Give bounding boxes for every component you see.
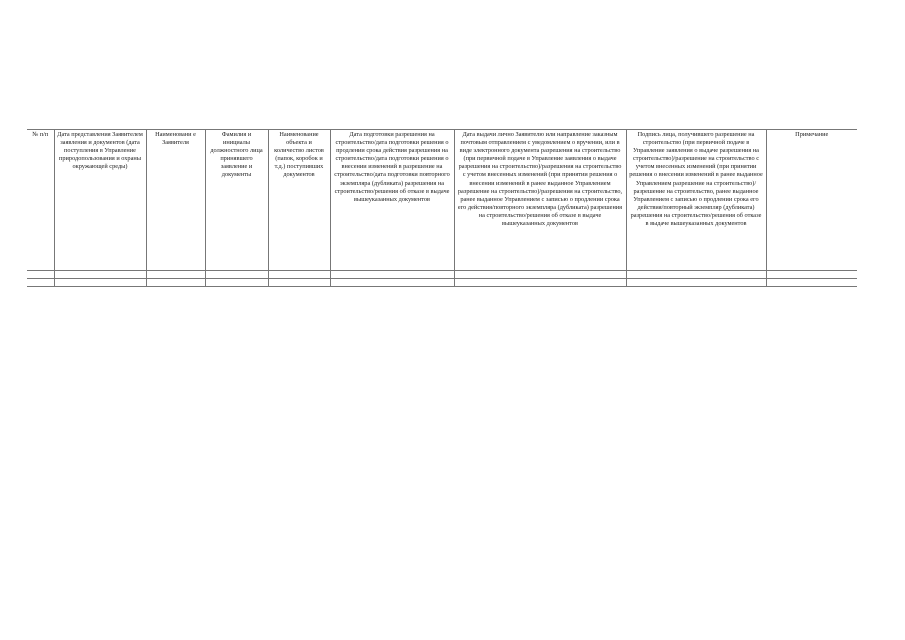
header-official-name: Фамилия и инициалы должностного лица принявшего заявление и документы — [205, 130, 268, 271]
table-row — [27, 279, 857, 287]
table-cell — [454, 271, 626, 279]
table-cell — [268, 279, 330, 287]
table-cell — [146, 279, 205, 287]
header-row-number: № п/п — [27, 130, 54, 271]
header-submission-date: Дата представления Заявителем заявления и документов (дата поступления в Управление природопользования и охраны окружающей среды) — [54, 130, 146, 271]
table-cell — [766, 279, 857, 287]
table-cell — [626, 271, 766, 279]
table-cell — [27, 271, 54, 279]
table-cell — [330, 271, 454, 279]
table-cell — [626, 279, 766, 287]
table-row — [27, 271, 857, 279]
table-cell — [454, 279, 626, 287]
header-note: Примечание — [766, 130, 857, 271]
register-table — [27, 129, 857, 287]
table-cell — [54, 279, 146, 287]
table-cell — [766, 271, 857, 279]
table-cell — [54, 271, 146, 279]
table-cell — [205, 271, 268, 279]
header-preparation-date: Дата подготовки разрешения на строительство/дата подготовки решения о продлении срока действия разрешения на строительство/дата подготовки решения о внесении изменений в разрешение на строительство/дата подготовки повторного экземпляра (дубликата) разрешения на строительство/решения об отказе в выдаче вышеуказанных документов — [330, 130, 454, 271]
table-cell — [27, 279, 54, 287]
header-applicant-name: Наименовани е Заявителя — [146, 130, 205, 271]
table-cell — [330, 279, 454, 287]
header-object-name: Наименование объекта и количество листов (папок, коробок и т.д.) поступивших документов — [268, 130, 330, 271]
header-issue-date: Дата выдачи лично Заявителю или направление заказным почтовым отправлением с уведомлением о вручении, или в виде электронного документа разрешения на строительство (при первичной подаче в Управление заявления о выдаче разрешения на строительство)/разрешения на строительство с учетом внесенных изменений (при принятии решения о внесении изменений в ранее выданное Управлением разрешение на строительство)/разрешения на строительство, ранее выданное Управлением с записью о продлении срока его действия/повторного экземпляра (дубликата) разрешения на строительство/решения об отказе в выдаче вышеуказанных документов — [454, 130, 626, 271]
table-cell — [146, 271, 205, 279]
table-header-row — [27, 130, 857, 271]
table-cell — [205, 279, 268, 287]
header-recipient-signature: Подпись лица, получившего разрешение на строительство (при первичной подаче в Управление заявления о выдаче разрешения на строительство)/разрешение на строительство с учетом внесенных изменений (при принятии решения о внесении изменений в ранее выданное Управлением разрешение на строительство)/разрешение на строительство, ранее выданное Управлением с записью о продлении срока его действия/повторный экземпляр (дубликата) разрешения на строительство/решения об отказе в выдаче вышеуказанных документов — [626, 130, 766, 271]
table-cell — [268, 271, 330, 279]
